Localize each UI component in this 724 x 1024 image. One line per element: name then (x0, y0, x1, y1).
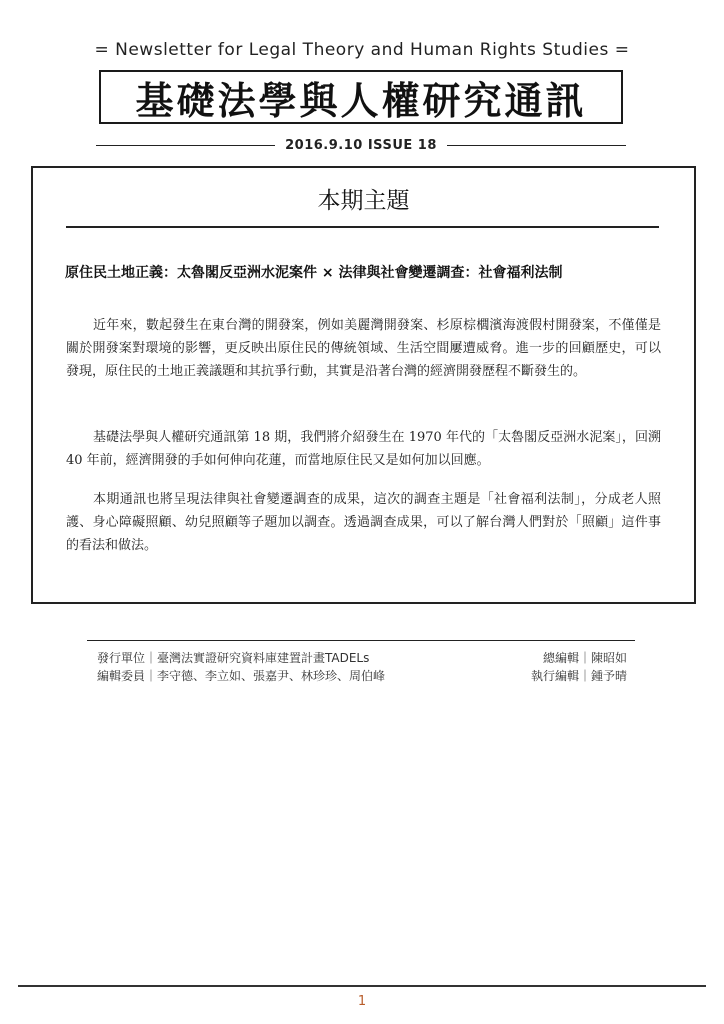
body-paragraph: 近年來，數起發生在東台灣的開發案，例如美麗灣開發案、杉原棕櫚濱海渡假村開發案，不僅僅是關於開發案對環境的影響，更反映出原住民的傳統領域、生活空間屢遭威脅。進一步的回顧歷史，可以發現，原住民的土地正義議題和其抗爭行動，其實是沿著台灣的經濟開發歷程不斷發生的。 (66, 318, 661, 379)
issue-line (96, 135, 626, 155)
theme-divider (66, 226, 659, 228)
credits-left (97, 649, 385, 685)
executive-editor-credit: 執行編輯｜鍾予晴 (530, 669, 627, 683)
credits-divider (87, 640, 635, 641)
newsletter-title-box (99, 70, 623, 124)
issue-rule-left (96, 145, 275, 146)
page-number: 1 (357, 994, 367, 1009)
newsletter-chinese-title: 基礎法學與人權研究通訊 (135, 77, 587, 123)
issue-date-number: 2016.9.10 ISSUE 18 (285, 137, 437, 153)
chief-editor-credit: 總編輯｜陳昭如 (542, 651, 627, 665)
committee-credit: 編輯委員｜李守德、李立如、張嘉尹、林珍珍、周伯峰 (97, 669, 386, 683)
issue-rule-right (447, 145, 626, 146)
theme-heading: 本期主題 (317, 188, 410, 214)
theme-box (31, 166, 696, 604)
newsletter-english-title: = Newsletter for Legal Theory and Human Rights Studies = (94, 40, 630, 60)
credits-right (531, 649, 627, 685)
body-paragraph: 基礎法學與人權研究通訊第 18 期，我們將介紹發生在 1970 年代的「太魯閣反亞洲水泥案」，回溯 40 年前，經濟開發的手如何伸向花蓮，而當地原住民又是如何加以回應。 (66, 430, 661, 468)
body-paragraph: 本期通訊也將呈現法律與社會變遷調查的成果，這次的調查主題是「社會福利法制」，分成老人照護、身心障礙照顧、幼兒照顧等子題加以調查。透過調查成果，可以了解台灣人們對於「照顧」這件事的看法和做法。 (66, 492, 661, 553)
page-footer-rule (18, 985, 706, 987)
publisher-credit: 發行單位｜臺灣法實證研究資料庫建置計畫TADELs (97, 651, 370, 665)
theme-subtitle: 原住民土地正義：太魯閣反亞洲水泥案件 × 法律與社會變遷調查：社會福利法制 (65, 265, 563, 281)
